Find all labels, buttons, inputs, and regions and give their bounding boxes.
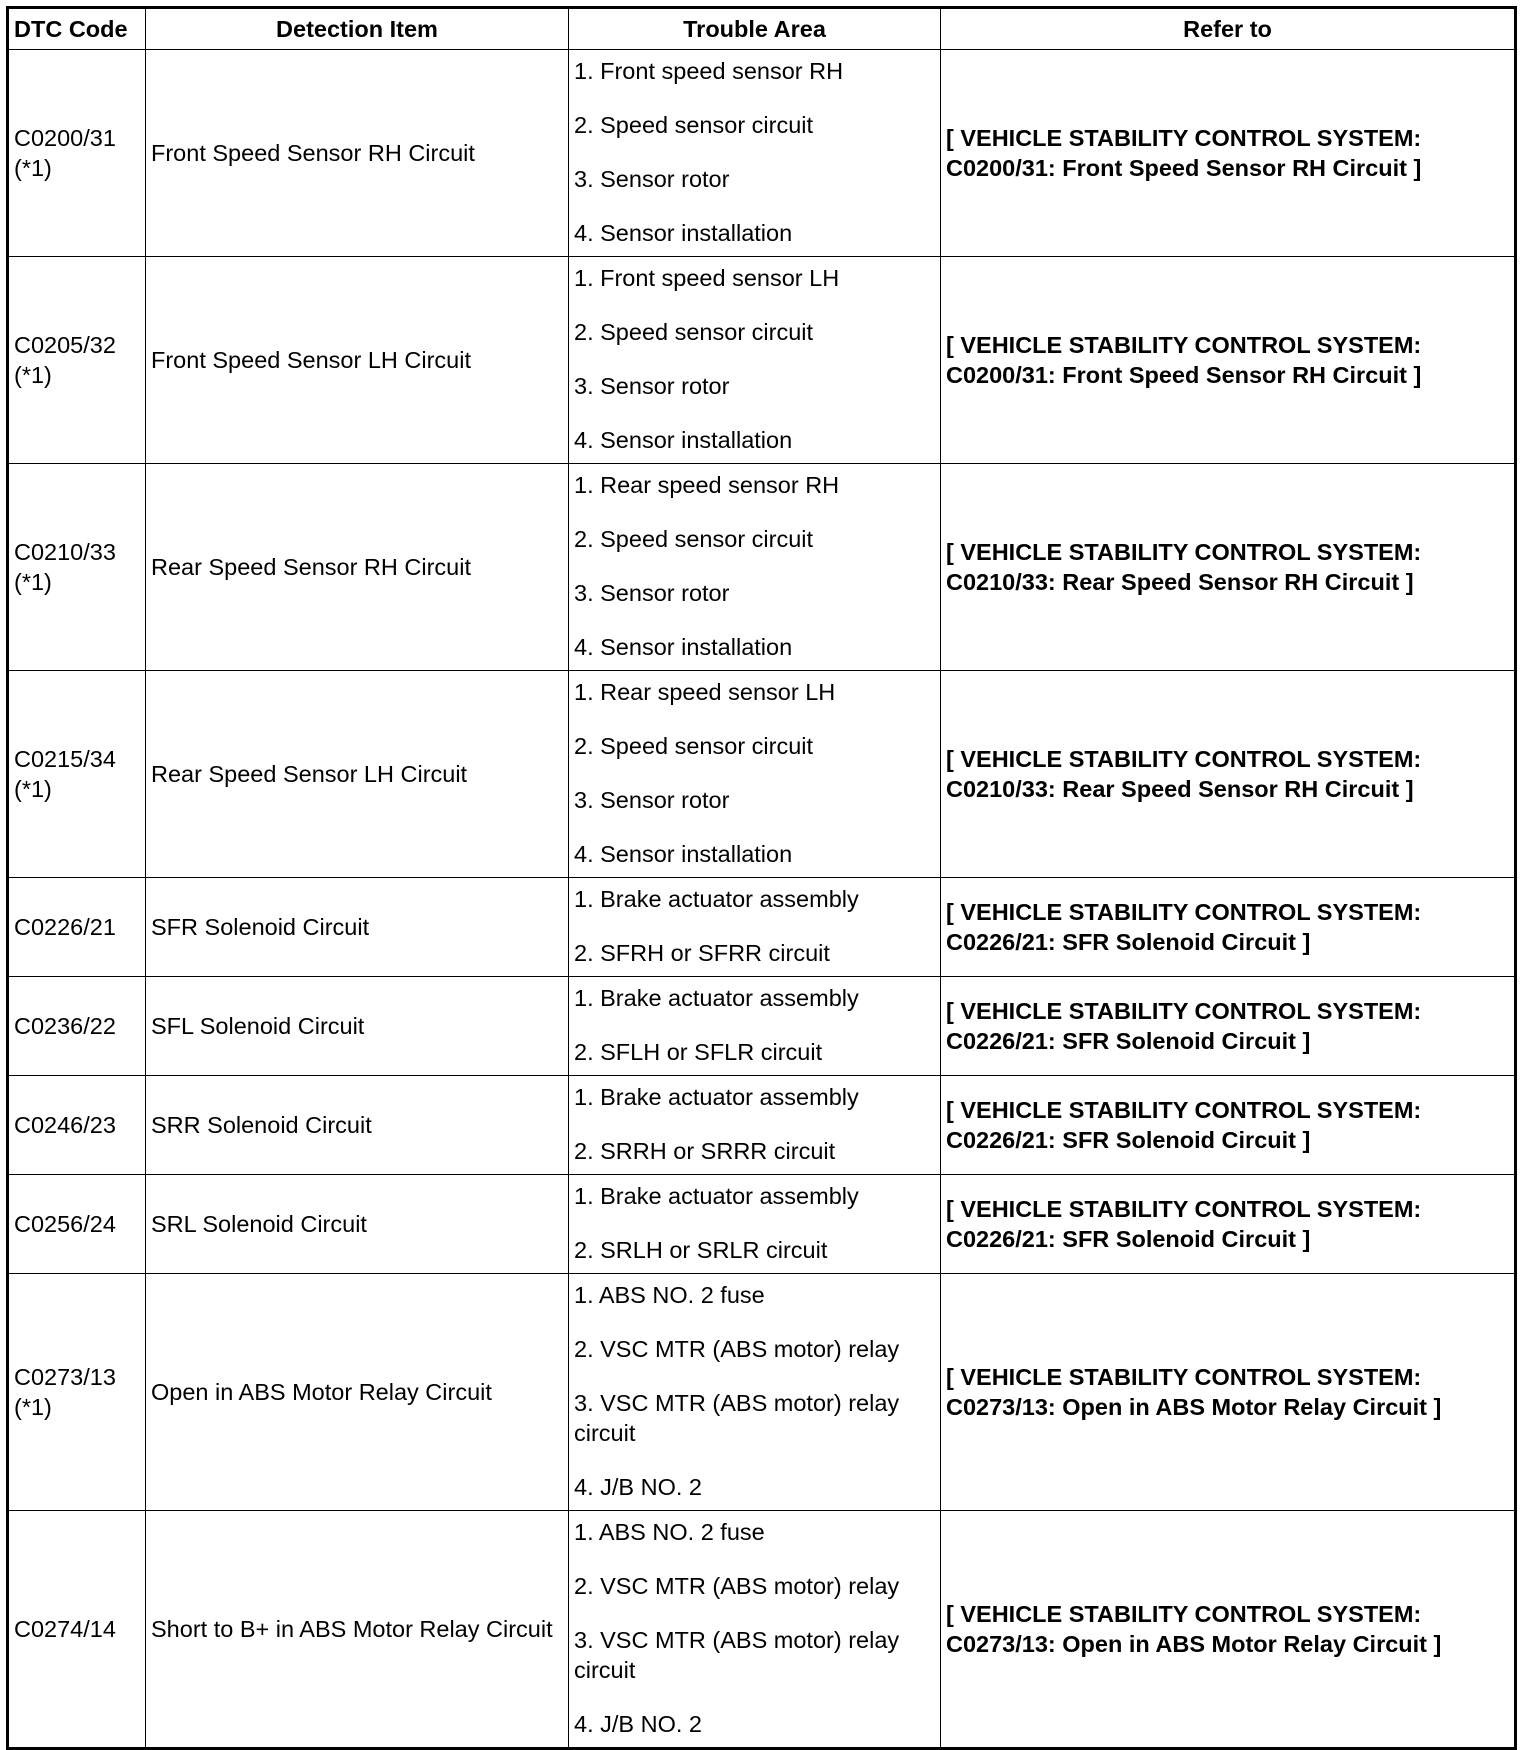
trouble-area-item: 2. Speed sensor circuit	[574, 319, 814, 345]
trouble-area-item: 1. Rear speed sensor LH	[574, 679, 836, 705]
trouble-area-cell	[569, 464, 941, 671]
header-detection-item: Detection Item	[146, 8, 569, 50]
trouble-area-cell	[569, 1076, 941, 1175]
trouble-area-item: 1. ABS NO. 2 fuse	[574, 1519, 765, 1545]
trouble-area-item: 2. SFLH or SFLR circuit	[574, 1039, 823, 1065]
trouble-area-list	[574, 671, 935, 877]
dtc-code-cell	[8, 671, 146, 878]
refer-to-line-2: C0200/31: Front Speed Sensor RH Circuit ]	[946, 155, 1422, 181]
table-row	[8, 257, 1516, 464]
trouble-area-item: 2. Speed sensor circuit	[574, 526, 814, 552]
refer-to-line-1: [ VEHICLE STABILITY CONTROL SYSTEM:	[946, 125, 1422, 151]
header-trouble-area: Trouble Area	[569, 8, 941, 50]
trouble-area-item: 1. Front speed sensor LH	[574, 265, 840, 291]
refer-to-cell	[941, 464, 1516, 671]
trouble-area-item: 2. VSC MTR (ABS motor) relay	[574, 1336, 900, 1362]
trouble-area-cell	[569, 977, 941, 1076]
dtc-code: C0215/34	[14, 746, 116, 772]
refer-to-line-2: C0273/13: Open in ABS Motor Relay Circuit ]	[946, 1631, 1442, 1657]
table-row	[8, 464, 1516, 671]
refer-to-line-1: [ VEHICLE STABILITY CONTROL SYSTEM:	[946, 1097, 1422, 1123]
header-row	[8, 8, 1516, 50]
refer-to-line-1: [ VEHICLE STABILITY CONTROL SYSTEM:	[946, 998, 1422, 1024]
dtc-note: (*1)	[14, 362, 52, 388]
refer-to-line-1: [ VEHICLE STABILITY CONTROL SYSTEM:	[946, 539, 1422, 565]
trouble-area-list	[574, 878, 935, 976]
trouble-area-item: 3. VSC MTR (ABS motor) relay circuit	[574, 1390, 900, 1446]
dtc-code: C0256/24	[14, 1211, 116, 1237]
table-row	[8, 1076, 1516, 1175]
detection-item: Short to B+ in ABS Motor Relay Circuit	[146, 1511, 569, 1749]
dtc-code-cell	[8, 257, 146, 464]
table-row	[8, 977, 1516, 1076]
trouble-area-item: 4. Sensor installation	[574, 220, 793, 246]
dtc-code: C0274/14	[14, 1616, 116, 1642]
refer-to-cell	[941, 1511, 1516, 1749]
refer-to-cell	[941, 1274, 1516, 1511]
trouble-area-item: 2. VSC MTR (ABS motor) relay	[574, 1573, 900, 1599]
trouble-area-list	[574, 1076, 935, 1174]
trouble-area-cell	[569, 878, 941, 977]
dtc-code-cell	[8, 1076, 146, 1175]
dtc-code-cell	[8, 50, 146, 257]
trouble-area-cell	[569, 1274, 941, 1511]
detection-item: SRR Solenoid Circuit	[146, 1076, 569, 1175]
trouble-area-cell	[569, 1175, 941, 1274]
refer-to-cell	[941, 257, 1516, 464]
refer-to-cell	[941, 1076, 1516, 1175]
dtc-note: (*1)	[14, 155, 52, 181]
detection-item: Front Speed Sensor RH Circuit	[146, 50, 569, 257]
trouble-area-item: 4. J/B NO. 2	[574, 1474, 702, 1500]
trouble-area-list	[574, 464, 935, 670]
trouble-area-list	[574, 1274, 935, 1510]
dtc-code: C0236/22	[14, 1013, 116, 1039]
trouble-area-item: 4. J/B NO. 2	[574, 1711, 702, 1737]
trouble-area-item: 2. SRRH or SRRR circuit	[574, 1138, 836, 1164]
table-row	[8, 878, 1516, 977]
trouble-area-item: 4. Sensor installation	[574, 634, 793, 660]
detection-item: SRL Solenoid Circuit	[146, 1175, 569, 1274]
refer-to-line-2: C0226/21: SFR Solenoid Circuit ]	[946, 1028, 1311, 1054]
refer-to-line-1: [ VEHICLE STABILITY CONTROL SYSTEM:	[946, 1196, 1422, 1222]
table-row	[8, 1274, 1516, 1511]
refer-to-line-2: C0210/33: Rear Speed Sensor RH Circuit ]	[946, 569, 1414, 595]
header-dtc-code: DTC Code	[8, 8, 146, 50]
refer-to-cell	[941, 977, 1516, 1076]
trouble-area-item: 3. VSC MTR (ABS motor) relay circuit	[574, 1627, 900, 1683]
dtc-note: (*1)	[14, 1394, 52, 1420]
dtc-code: C0200/31	[14, 125, 116, 151]
refer-to-line-1: [ VEHICLE STABILITY CONTROL SYSTEM:	[946, 332, 1422, 358]
dtc-note: (*1)	[14, 569, 52, 595]
table-row	[8, 671, 1516, 878]
dtc-code: C0273/13	[14, 1364, 116, 1390]
trouble-area-cell	[569, 50, 941, 257]
dtc-code: C0226/21	[14, 914, 116, 940]
trouble-area-item: 1. Brake actuator assembly	[574, 985, 859, 1011]
trouble-area-item: 3. Sensor rotor	[574, 373, 730, 399]
trouble-area-item: 2. SRLH or SRLR circuit	[574, 1237, 828, 1263]
refer-to-cell	[941, 50, 1516, 257]
trouble-area-item: 2. SFRH or SFRR circuit	[574, 940, 830, 966]
trouble-area-item: 4. Sensor installation	[574, 841, 793, 867]
dtc-code-cell	[8, 1274, 146, 1511]
trouble-area-cell	[569, 671, 941, 878]
trouble-area-cell	[569, 1511, 941, 1749]
trouble-area-list	[574, 257, 935, 463]
refer-to-line-2: C0210/33: Rear Speed Sensor RH Circuit ]	[946, 776, 1414, 802]
detection-item: SFL Solenoid Circuit	[146, 977, 569, 1076]
refer-to-line-2: C0226/21: SFR Solenoid Circuit ]	[946, 1226, 1311, 1252]
detection-item: Rear Speed Sensor LH Circuit	[146, 671, 569, 878]
detection-item: Front Speed Sensor LH Circuit	[146, 257, 569, 464]
dtc-code-cell	[8, 464, 146, 671]
trouble-area-list	[574, 1511, 935, 1747]
detection-item: SFR Solenoid Circuit	[146, 878, 569, 977]
trouble-area-item: 1. Brake actuator assembly	[574, 1183, 859, 1209]
dtc-code: C0246/23	[14, 1112, 116, 1138]
trouble-area-list	[574, 1175, 935, 1273]
refer-to-line-2: C0200/31: Front Speed Sensor RH Circuit ]	[946, 362, 1422, 388]
trouble-area-item: 2. Speed sensor circuit	[574, 733, 814, 759]
refer-to-line-1: [ VEHICLE STABILITY CONTROL SYSTEM:	[946, 746, 1422, 772]
trouble-area-item: 1. Brake actuator assembly	[574, 1084, 859, 1110]
dtc-code-cell	[8, 1511, 146, 1749]
header-refer-to: Refer to	[941, 8, 1516, 50]
dtc-code-cell	[8, 878, 146, 977]
refer-to-line-1: [ VEHICLE STABILITY CONTROL SYSTEM:	[946, 1364, 1422, 1390]
table-row	[8, 50, 1516, 257]
trouble-area-item: 1. Front speed sensor RH	[574, 58, 844, 84]
trouble-area-item: 3. Sensor rotor	[574, 787, 730, 813]
trouble-area-item: 4. Sensor installation	[574, 427, 793, 453]
trouble-area-item: 3. Sensor rotor	[574, 166, 730, 192]
refer-to-cell	[941, 1175, 1516, 1274]
refer-to-line-2: C0226/21: SFR Solenoid Circuit ]	[946, 1127, 1311, 1153]
refer-to-line-1: [ VEHICLE STABILITY CONTROL SYSTEM:	[946, 899, 1422, 925]
trouble-area-cell	[569, 257, 941, 464]
trouble-area-item: 2. Speed sensor circuit	[574, 112, 814, 138]
dtc-code-cell	[8, 1175, 146, 1274]
dtc-code-cell	[8, 977, 146, 1076]
refer-to-cell	[941, 671, 1516, 878]
refer-to-cell	[941, 878, 1516, 977]
table-row	[8, 1511, 1516, 1749]
dtc-code: C0210/33	[14, 539, 116, 565]
trouble-area-item: 3. Sensor rotor	[574, 580, 730, 606]
trouble-area-item: 1. Brake actuator assembly	[574, 886, 859, 912]
refer-to-line-2: C0226/21: SFR Solenoid Circuit ]	[946, 929, 1311, 955]
detection-item: Rear Speed Sensor RH Circuit	[146, 464, 569, 671]
refer-to-line-1: [ VEHICLE STABILITY CONTROL SYSTEM:	[946, 1601, 1422, 1627]
dtc-code: C0205/32	[14, 332, 116, 358]
dtc-table	[6, 6, 1517, 1750]
trouble-area-list	[574, 977, 935, 1075]
detection-item: Open in ABS Motor Relay Circuit	[146, 1274, 569, 1511]
refer-to-line-2: C0273/13: Open in ABS Motor Relay Circuit ]	[946, 1394, 1442, 1420]
dtc-note: (*1)	[14, 776, 52, 802]
table-row	[8, 1175, 1516, 1274]
trouble-area-item: 1. ABS NO. 2 fuse	[574, 1282, 765, 1308]
trouble-area-item: 1. Rear speed sensor RH	[574, 472, 840, 498]
trouble-area-list	[574, 50, 935, 256]
